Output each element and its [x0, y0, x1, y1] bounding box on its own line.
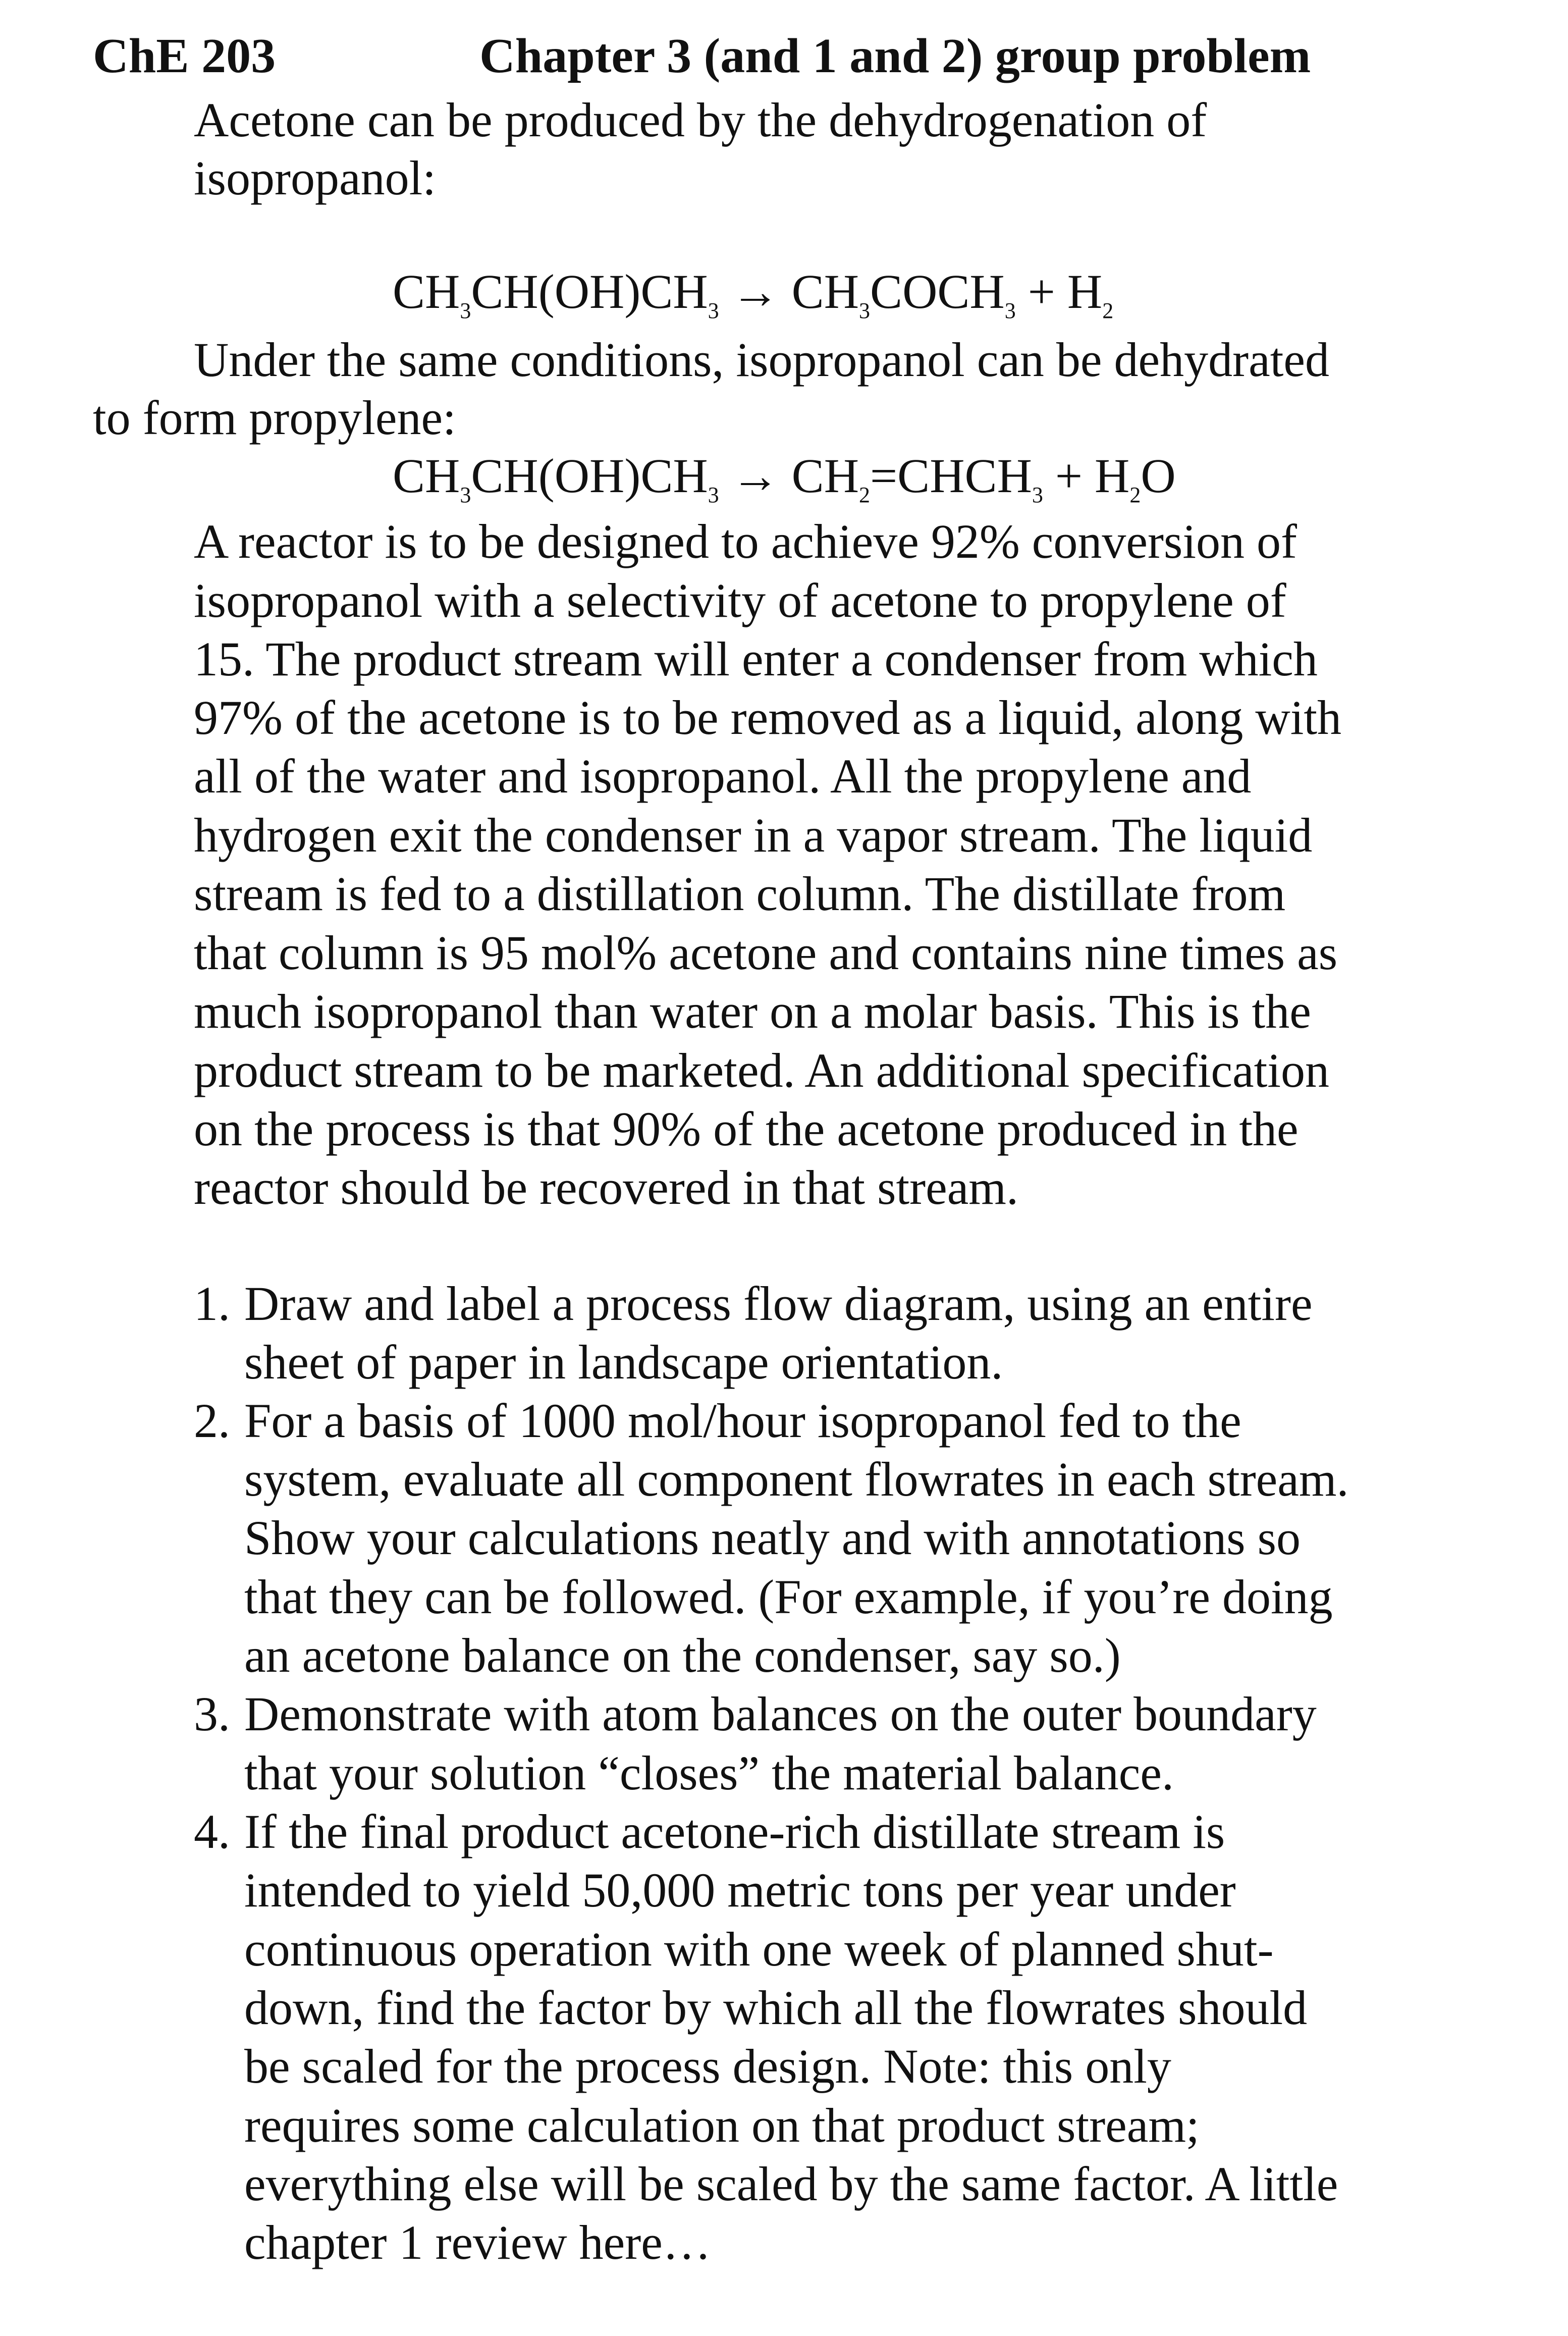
- reaction-arrow: →: [731, 449, 780, 503]
- para2-line-2: to form propylene:: [93, 391, 456, 445]
- question-4-line-6: requires some calculation on that product stream;: [244, 2098, 1200, 2152]
- question-4-number: 4.: [194, 1804, 230, 1859]
- question-1-line-1: Draw and label a process flow diagram, using an entire: [244, 1277, 1313, 1331]
- question-4-line-8: chapter 1 review here…: [244, 2215, 711, 2269]
- reaction-dehydration: [393, 449, 1176, 507]
- cropped-text-fragment: [93, 2314, 330, 2334]
- plus-sign: +: [1028, 264, 1055, 318]
- question-3-number: 3.: [194, 1687, 230, 1741]
- question-1-line-2: sheet of paper in landscape orientation.: [244, 1335, 1003, 1389]
- question-2-line-3: Show your calculations neatly and with annotations so: [244, 1511, 1301, 1565]
- question-1-number: 1.: [194, 1277, 230, 1331]
- product-propylene: $CH_2=CHCH_3$: [791, 449, 1043, 507]
- question-3-line-2: that your solution “closes” the material balance.: [244, 1746, 1174, 1800]
- question-3-line-1: Demonstrate with atom balances on the outer boundary: [244, 1687, 1317, 1741]
- para3-line-4: 97% of the acetone is to be removed as a liquid, along with: [194, 691, 1342, 745]
- para3-line-9: much isopropanol than water on a molar basis. This is the: [194, 984, 1311, 1038]
- reaction-arrow: →: [731, 264, 780, 318]
- question-2-line-1: For a basis of 1000 mol/hour isopropanol fed to the: [244, 1394, 1241, 1448]
- reactant-isopropanol: $CH_3CH(OH)CH_3$: [393, 449, 719, 507]
- question-2-line-2: system, evaluate all component flowrates in each stream.: [244, 1452, 1349, 1506]
- product-acetone: $CH_3COCH_3$: [791, 264, 1016, 323]
- course-code: ChE 203: [93, 29, 276, 83]
- question-4-line-7: everything else will be scaled by the same factor. A little: [244, 2157, 1338, 2211]
- question-2-line-4: that they can be followed. (For example, if you’re doing: [244, 1570, 1333, 1624]
- question-2-line-5: an acetone balance on the condenser, say so.): [244, 1628, 1121, 1682]
- para3-line-10: product stream to be marketed. An additional specification: [194, 1043, 1329, 1097]
- question-4-line-2: intended to yield 50,000 metric tons per year under: [244, 1863, 1236, 1917]
- plus-sign: +: [1055, 449, 1083, 503]
- para3-line-5: all of the water and isopropanol. All the propylene and: [194, 749, 1252, 803]
- question-2-number: 2.: [194, 1394, 230, 1448]
- intro-line-1: Acetone can be produced by the dehydrogenation of: [194, 93, 1207, 147]
- para3-line-7: stream is fed to a distillation column. The distillate from: [194, 867, 1286, 921]
- para3-line-8: that column is 95 mol% acetone and contains nine times as: [194, 926, 1338, 980]
- product-water: $H_2O$: [1095, 449, 1176, 507]
- intro-line-2: isopropanol:: [194, 151, 436, 205]
- para3-line-12: reactor should be recovered in that stream.: [194, 1160, 1018, 1214]
- para3-line-6: hydrogen exit the condenser in a vapor stream. The liquid: [194, 808, 1313, 862]
- question-4-line-3: continuous operation with one week of planned shut-: [244, 1922, 1274, 1976]
- para2-line-1: Under the same conditions, isopropanol can be dehydrated: [194, 333, 1329, 387]
- question-4-line-5: be scaled for the process design. Note: this only: [244, 2039, 1171, 2093]
- product-hydrogen: $H_2$: [1067, 264, 1114, 323]
- para3-line-11: on the process is that 90% of the acetone produced in the: [194, 1102, 1299, 1156]
- page-title: Chapter 3 (and 1 and 2) group problem: [479, 29, 1311, 83]
- reaction-dehydrogenation: [393, 264, 1114, 323]
- question-4-line-4: down, find the factor by which all the flowrates should: [244, 1981, 1308, 2035]
- reactant-isopropanol: $CH_3CH(OH)CH_3$: [393, 264, 719, 323]
- question-4-line-1: If the final product acetone-rich distillate stream is: [244, 1804, 1225, 1859]
- para3-line-2: isopropanol with a selectivity of acetone to propylene of: [194, 573, 1286, 627]
- para3-line-1: A reactor is to be designed to achieve 92% conversion of: [194, 514, 1297, 568]
- para3-line-3: 15. The product stream will enter a condenser from which: [194, 632, 1318, 686]
